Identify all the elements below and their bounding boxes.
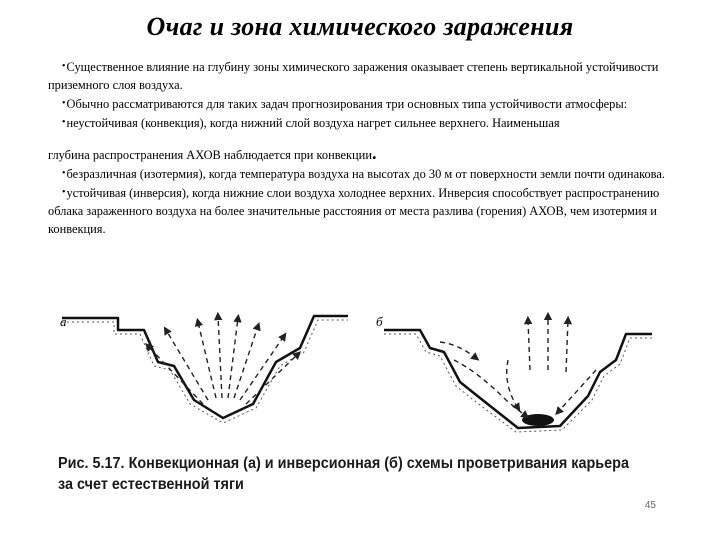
convection-arrows bbox=[148, 316, 298, 404]
panel-a-label: а bbox=[60, 314, 67, 329]
page-number: 45 bbox=[644, 500, 656, 511]
paragraph-1 bbox=[48, 58, 678, 94]
paragraph-text: безразличная (изотермия), когда температура воздуха на высотах до 30 м от поверхности земли почти одинакова. bbox=[66, 167, 665, 181]
paragraph-2 bbox=[48, 95, 678, 113]
panel-a-convection bbox=[60, 314, 348, 423]
bullet: • bbox=[62, 61, 66, 72]
figure-caption: Рис. 5.17. Конвекционная (а) и инверсионная (б) схемы проветривания карьера за счет естественной тяги bbox=[58, 455, 629, 493]
paragraph-4 bbox=[48, 143, 678, 164]
pollution-source bbox=[522, 414, 554, 426]
slide-title: Очаг и зона химического заражения bbox=[146, 12, 574, 41]
quarry-profile-b bbox=[384, 330, 652, 428]
quarry-diagram bbox=[48, 300, 688, 460]
panel-b-label: б bbox=[376, 314, 383, 329]
paragraph-text: устойчивая (инверсия), когда нижние слои воздуха холоднее верхних. Инверсия способствует распространению облака зараженного воздуха на более значительные расстояния от места разлива (горения) АХОВ, чем изотермия и конвекция. bbox=[48, 186, 660, 236]
inversion-arrows bbox=[440, 316, 596, 416]
paragraph-text: глубина распространения АХОВ наблюдается при конвекции bbox=[48, 148, 372, 162]
paragraph-5 bbox=[48, 165, 678, 183]
body-text bbox=[48, 58, 678, 239]
bullet: • bbox=[62, 168, 66, 179]
quarry-hatch-b bbox=[384, 334, 652, 432]
paragraph-text: неустойчивая (конвекция), когда нижний слой воздуха нагрет сильнее верхнего. Наименьшая bbox=[66, 116, 560, 130]
paragraph-text: Обычно рассматриваются для таких задач прогнозирования три основных типа устойчивости атмосферы: bbox=[66, 97, 628, 111]
paragraph-3 bbox=[48, 114, 678, 132]
paragraph-end-dot: . bbox=[371, 143, 377, 163]
panel-b-inversion bbox=[376, 314, 652, 432]
bullet: • bbox=[62, 187, 66, 198]
quarry-ventilation-figure bbox=[48, 300, 688, 460]
paragraph-6 bbox=[48, 184, 678, 238]
quarry-profile-a bbox=[62, 316, 348, 418]
paragraph-text: Существенное влияние на глубину зоны химического заражения оказывает степень вертикальной устойчивости приземного слоя воздуха. bbox=[48, 60, 659, 92]
bullet: • bbox=[62, 98, 66, 109]
bullet: • bbox=[62, 117, 66, 128]
